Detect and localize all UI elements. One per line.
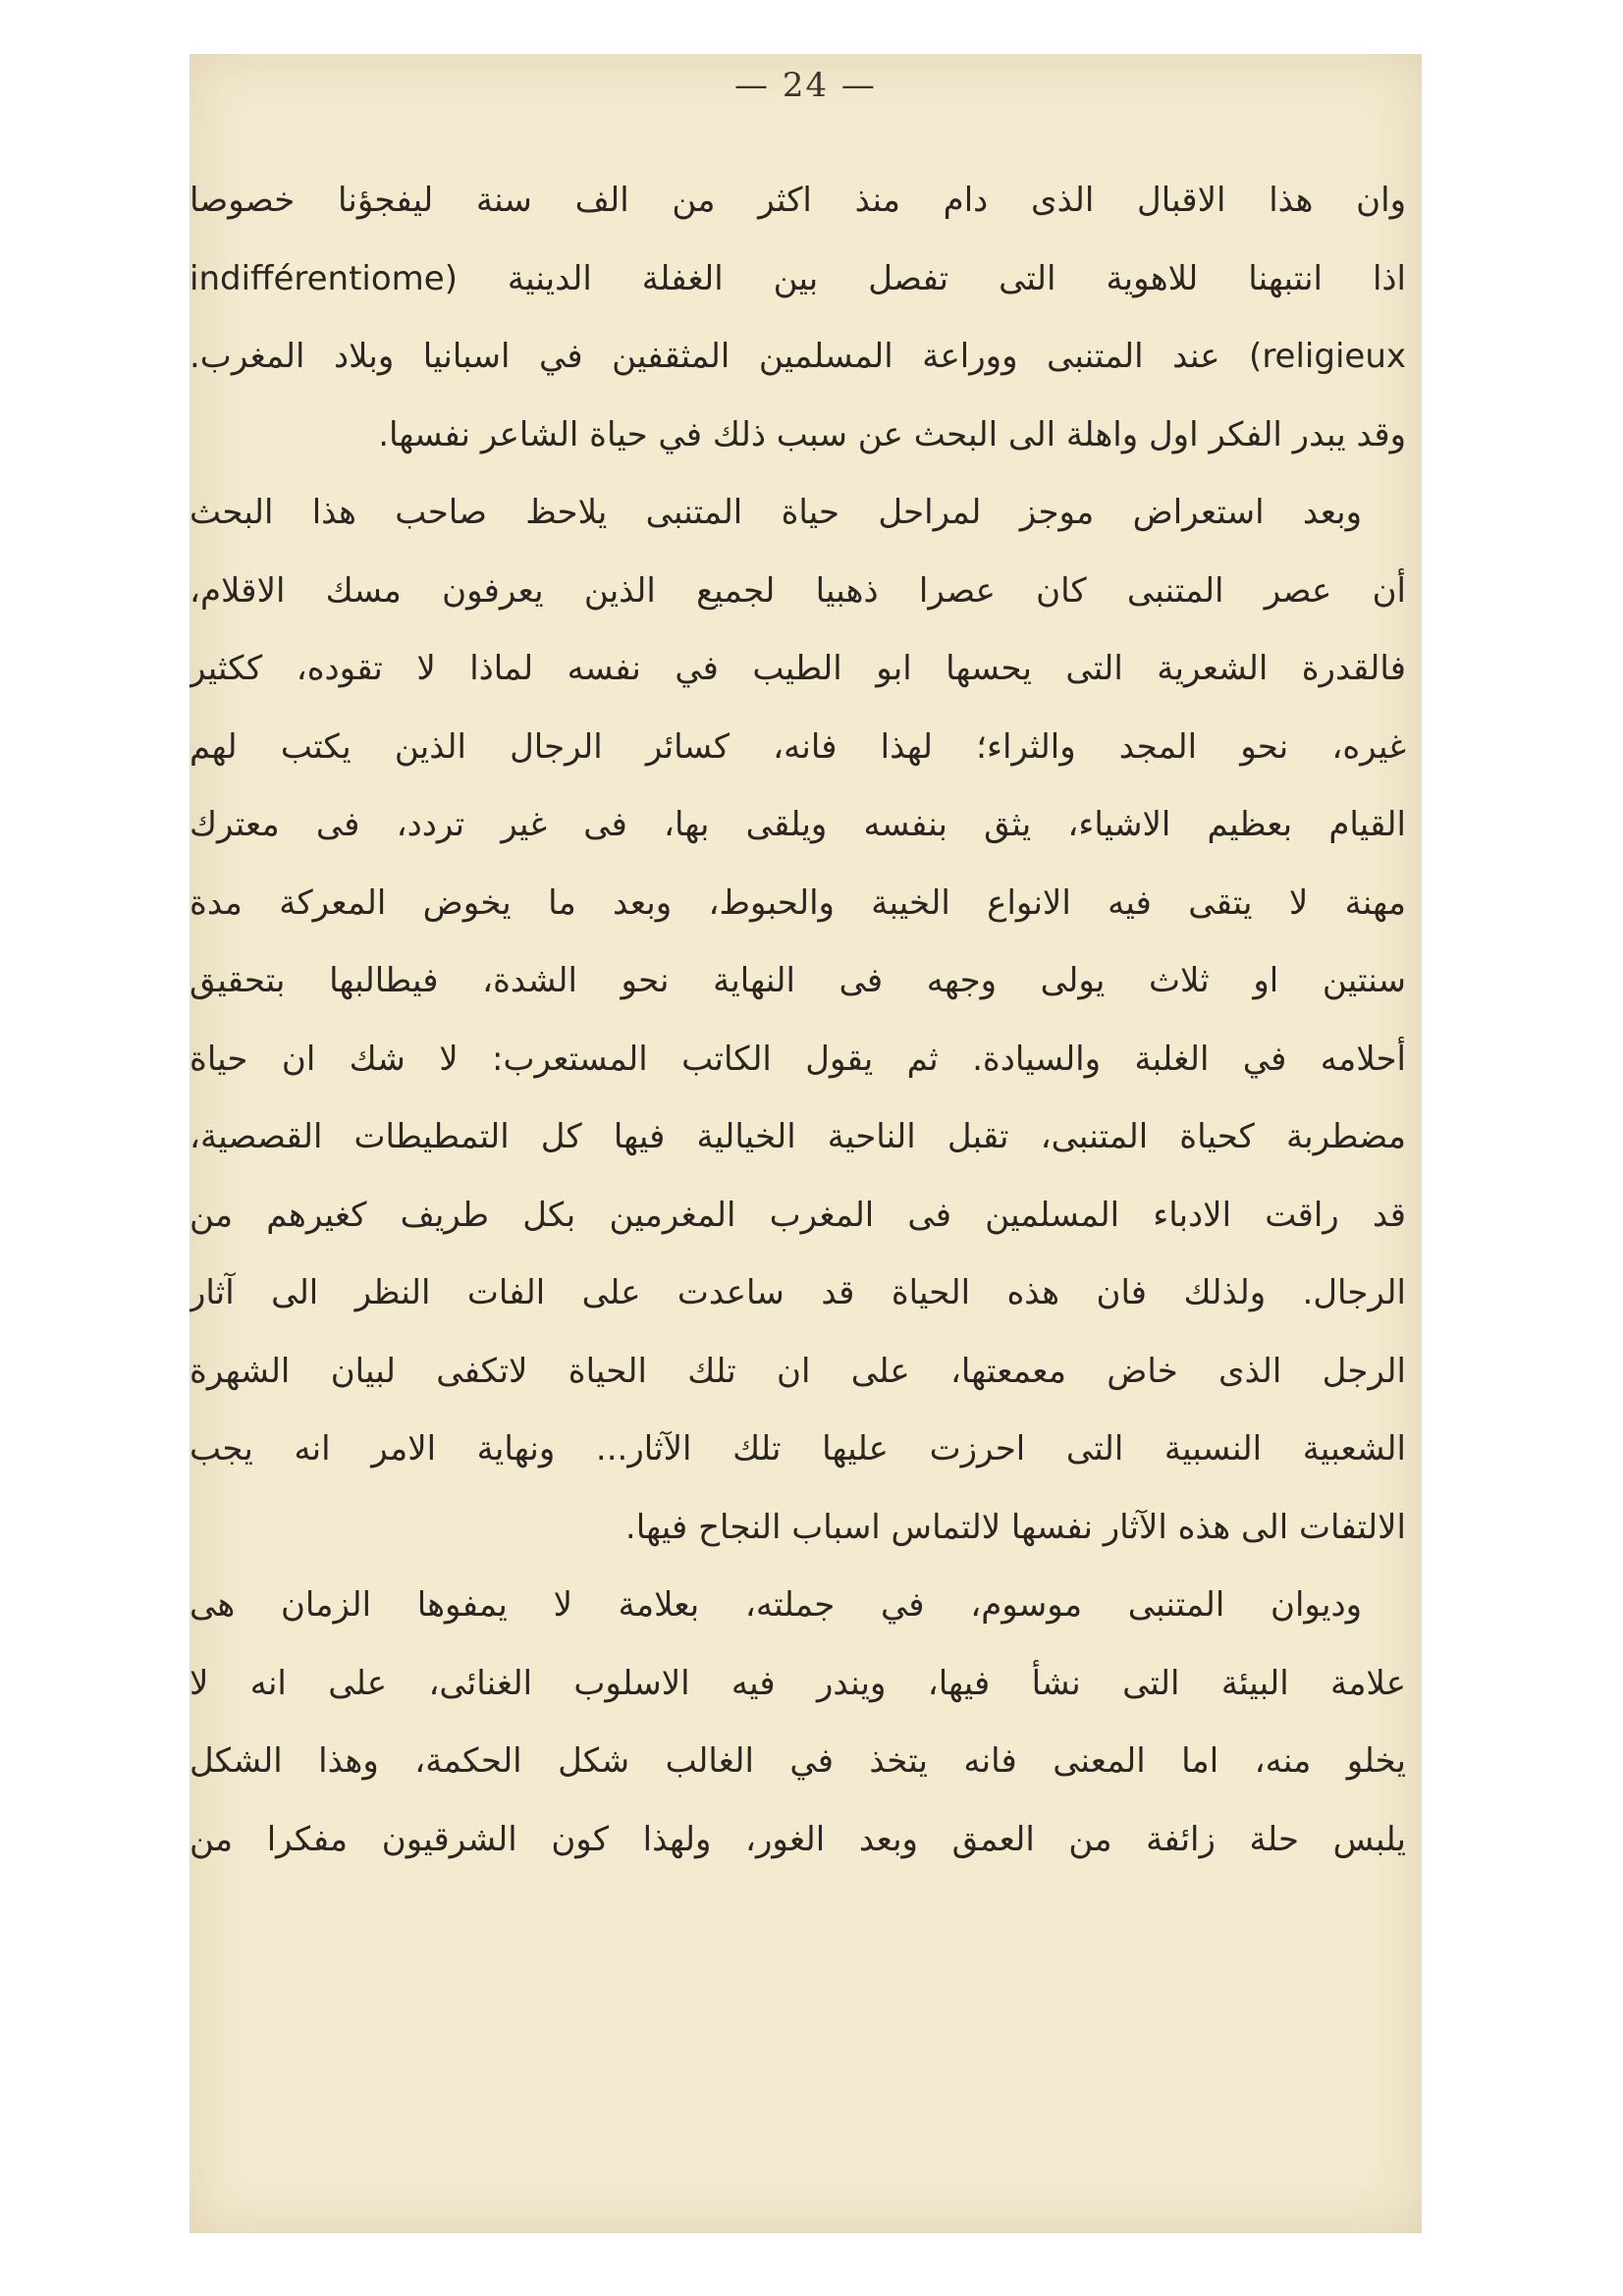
text-line: الشعبية النسبية التى احرزت عليها تلك الآثار... ونهاية الامر انه يجب [189, 1429, 1406, 1468]
text-line: مضطربة كحياة المتنبى، تقبل الناحية الخيالية فيها كل التمطيطات القصصية، [189, 1117, 1406, 1156]
text-line: الالتفات الى هذه الآثار نفسها لالتماس اسباب النجاح فيها. [624, 1507, 1406, 1547]
text-line: القيام بعظيم الاشياء، يثق بنفسه ويلقى بها، فى غير تردد، فى معترك [189, 805, 1406, 844]
text-line: اذا انتبهنا للاهوية التى تفصل بين الغفلة الدينية (indifférentiome [189, 258, 1406, 298]
text-line: أن عصر المتنبى كان عصرا ذهبيا لجميع الذين يعرفون مسك الاقلام، [189, 570, 1406, 611]
text-line: وقد يبدر الفكر اول واهلة الى البحث عن سبب ذلك في حياة الشاعر نفسها. [378, 414, 1406, 454]
page-number: — 24 — [734, 66, 877, 105]
text-line: مهنة لا يتقى فيه الانواع الخيبة والحبوط، وبعد ما يخوض المعركة مدة [189, 882, 1406, 923]
text-line: علامة البيئة التى نشأ فيها، ويندر فيه الاسلوب الغنائى، على انه لا [189, 1663, 1406, 1703]
book-page [189, 54, 1422, 2233]
text-line: وان هذا الاقبال الذى دام منذ اكثر من الف سنة ليفجؤنا خصوصا [189, 181, 1406, 220]
body-text [189, 162, 1422, 1879]
text-line: غيره، نحو المجد والثراء؛ لهذا فانه، كسائر الرجال الذين يكتب لهم [189, 726, 1406, 767]
text-line: أحلامه في الغلبة والسيادة. ثم يقول الكاتب المستعرب: لا شك ان حياة [189, 1039, 1406, 1079]
text-line: فالقدرة الشعرية التى يحسها ابو الطيب في نفسه لماذا لا تقوده، ككثير [189, 649, 1406, 688]
text-line: سنتين او ثلاث يولى وجهه فى النهاية نحو الشدة، فيطالبها بتحقيق [189, 961, 1406, 1000]
text-line: قد راقت الادباء المسلمين فى المغرب المغرمين بكل طريف كغيرهم من [189, 1195, 1406, 1235]
text-line: يخلو منه، اما المعنى فانه يتخذ في الغالب شكل الحكمة، وهذا الشكل [189, 1741, 1406, 1781]
text-line: religieux) عند المتنبى ووراعة المسلمين المثقفين في اسبانيا وبلاد المغرب. [189, 337, 1406, 376]
text-line: يلبس حلة زائفة من العمق وبعد الغور، ولهذا كون الشرقيون مفكرا من [189, 1819, 1406, 1859]
text-line: وبعد استعراض موجز لمراحل حياة المتنبى يلاحظ صاحب هذا البحث [189, 493, 1362, 532]
text-line: الرجل الذى خاض معمعتها، على ان تلك الحياة لاتكفى لبيان الشهرة [189, 1351, 1406, 1391]
text-line: الرجال. ولذلك فان هذه الحياة قد ساعدت على الفات النظر الى آثار [189, 1273, 1406, 1312]
text-line: وديوان المتنبى موسوم، في جملته، بعلامة لا يمفوها الزمان هى [189, 1585, 1362, 1625]
